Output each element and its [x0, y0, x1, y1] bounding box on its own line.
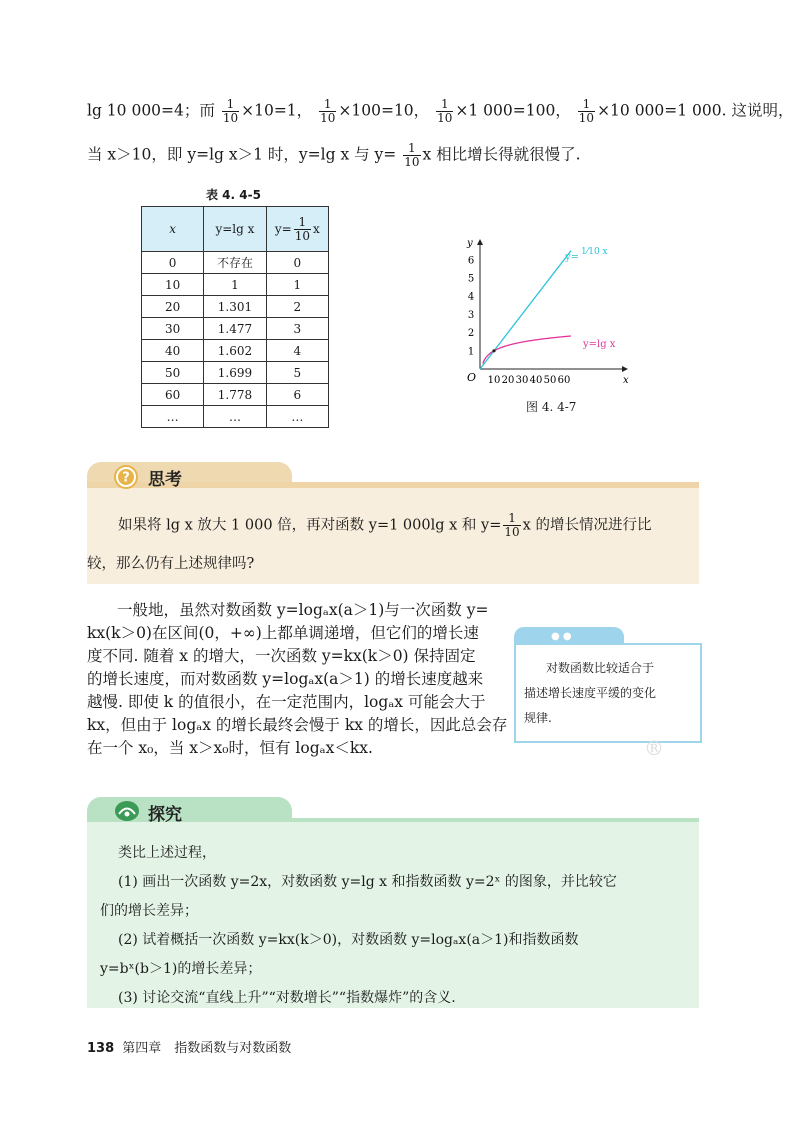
y-tick-label: 4: [467, 291, 475, 303]
intro-line-1: lg 10 000=4；而 $\frac{1}{10}$ ×10=1， $\frac{1}{10}$ ×100=10， $\frac{1}{10}$ ×1 000=100， $\frac{1}{10}$ ×10 000=1 000. 这说明，: [87, 97, 794, 125]
y-tick-label: 6: [467, 255, 475, 267]
think-line-1: 如果将 lg x 放大 1 000 倍，再对函数 y=1 000lg x 和 y= $\frac{1}{10}$ x 的增长情况进行比: [118, 511, 652, 539]
explore-line: (2) 试着概括一次函数 y=kx(k＞0)，对数函数 y=logₐx(a＞1)和指数函数: [118, 932, 579, 948]
intersection-point: [492, 349, 495, 352]
fraction-one-tenth: $\frac{1}{10}$: [578, 97, 595, 125]
x-tick-label: 40: [529, 375, 543, 386]
log-curve: [483, 336, 571, 364]
table-row: … … …: [142, 406, 329, 428]
intro-line-2: 当 x＞10，即 y=lg x＞1 时，y=lg x 与 y= $\frac{1}{10}$ x 相比增长得就很慢了.: [87, 141, 581, 169]
table-row: 20 1.301 2: [142, 296, 329, 318]
chapter-title: 第四章 指数函数与对数函数: [122, 1041, 292, 1056]
explore-line: 们的增长差异；: [100, 903, 198, 919]
y-tick-label: 2: [467, 328, 475, 340]
body-line: 在一个 x₀，当 x＞x₀时，恒有 logₐx＜kx.: [87, 739, 373, 757]
x-tick-label: 60: [557, 375, 571, 386]
x-tick-label: 20: [501, 375, 515, 386]
x-tick-label: 10: [487, 375, 501, 386]
note-line: 对数函数比较适合于: [546, 661, 655, 675]
table-title: 表 4. 4-5: [206, 188, 261, 202]
figure-caption: 图 4. 4-7: [526, 400, 577, 414]
explore-line: (1) 画出一次函数 y=2x，对数函数 y=lg x 和指数函数 y=2ˣ 的图象，并比较它: [118, 874, 617, 890]
data-table: [141, 206, 329, 428]
table-row: 60 1.778 6: [142, 384, 329, 406]
table-row: 40 1.602 4: [142, 340, 329, 362]
think-title: 思考: [148, 470, 182, 490]
x-axis-label: x: [623, 375, 629, 386]
y-tick-label: 1: [467, 346, 475, 358]
header-lgx: y=lg x: [204, 207, 267, 252]
think-line-2: 较，那么仍有上述规律吗?: [87, 556, 255, 572]
note-line: 描述增长速度平缓的变化: [524, 686, 657, 700]
explore-line: y=bˣ(b＞1)的增长差异；: [100, 961, 262, 977]
note-dots: ● ●: [551, 631, 572, 642]
question-icon: [114, 465, 138, 489]
x-tick-label: 50: [543, 375, 557, 386]
y-axis-label: y: [467, 238, 473, 249]
table-row: 0 不存在 0: [142, 252, 329, 274]
linear-label: y=: [565, 252, 580, 263]
log-label: y=lg x: [583, 339, 616, 350]
explore-icon: [114, 799, 140, 823]
header-x: x: [142, 207, 204, 252]
body-line: 一般地，虽然对数函数 y=logₐx(a＞1)与一次函数 y=: [117, 601, 489, 619]
explore-line: 类比上述过程，: [118, 845, 216, 861]
table-row: 30 1.477 3: [142, 318, 329, 340]
explore-line: (3) 讨论交流“直线上升”“对数增长”“指数爆炸”的含义.: [118, 990, 456, 1006]
body-line: kx(k＞0)在区间(0，+∞)上都单调递增，但它们的增长速: [87, 624, 479, 642]
side-note: [514, 645, 702, 743]
table-row: 50 1.699 5: [142, 362, 329, 384]
body-line: 越慢. 即使 k 的值很小，在一定范围内，logₐx 可能会大于: [87, 693, 486, 711]
table-header-row: [142, 207, 329, 252]
body-line: kx，但由于 logₐx 的增长最终会慢于 kx 的增长，因此总会存: [87, 716, 508, 734]
explore-content: [100, 842, 617, 1016]
body-line: 度不同. 随着 x 的增大，一次函数 y=kx(k＞0) 保持固定: [87, 647, 476, 665]
body-paragraph: [87, 598, 507, 759]
page-number: 138: [87, 1041, 115, 1056]
fraction-one-tenth: $\frac{1}{10}$: [222, 97, 239, 125]
table-row: 10 1 1: [142, 274, 329, 296]
explore-title: 探究: [148, 805, 182, 825]
page-footer: [87, 1037, 291, 1056]
function-graph: [455, 230, 645, 395]
svg-text:?: ?: [122, 470, 130, 486]
note-line: 规律.: [524, 711, 552, 725]
linear-label-fraction: 1⁄10 x: [581, 247, 608, 257]
x-tick-label: 30: [515, 375, 529, 386]
fraction-one-tenth: $\frac{1}{10}$: [320, 97, 336, 125]
fraction-one-tenth: $\frac{1}{10}$: [404, 141, 420, 169]
y-tick-label: 3: [467, 309, 475, 321]
header-linear: y= $\frac{1}{10}$ x: [266, 207, 328, 252]
fraction-one-tenth: $\frac{1}{10}$: [437, 97, 453, 125]
body-line: 的增长速度，而对数函数 y=logₐx(a＞1) 的增长速度越来: [87, 670, 484, 688]
origin-label: O: [467, 371, 477, 384]
y-tick-label: 5: [467, 273, 475, 285]
watermark-registered-mark: ®: [644, 736, 664, 760]
